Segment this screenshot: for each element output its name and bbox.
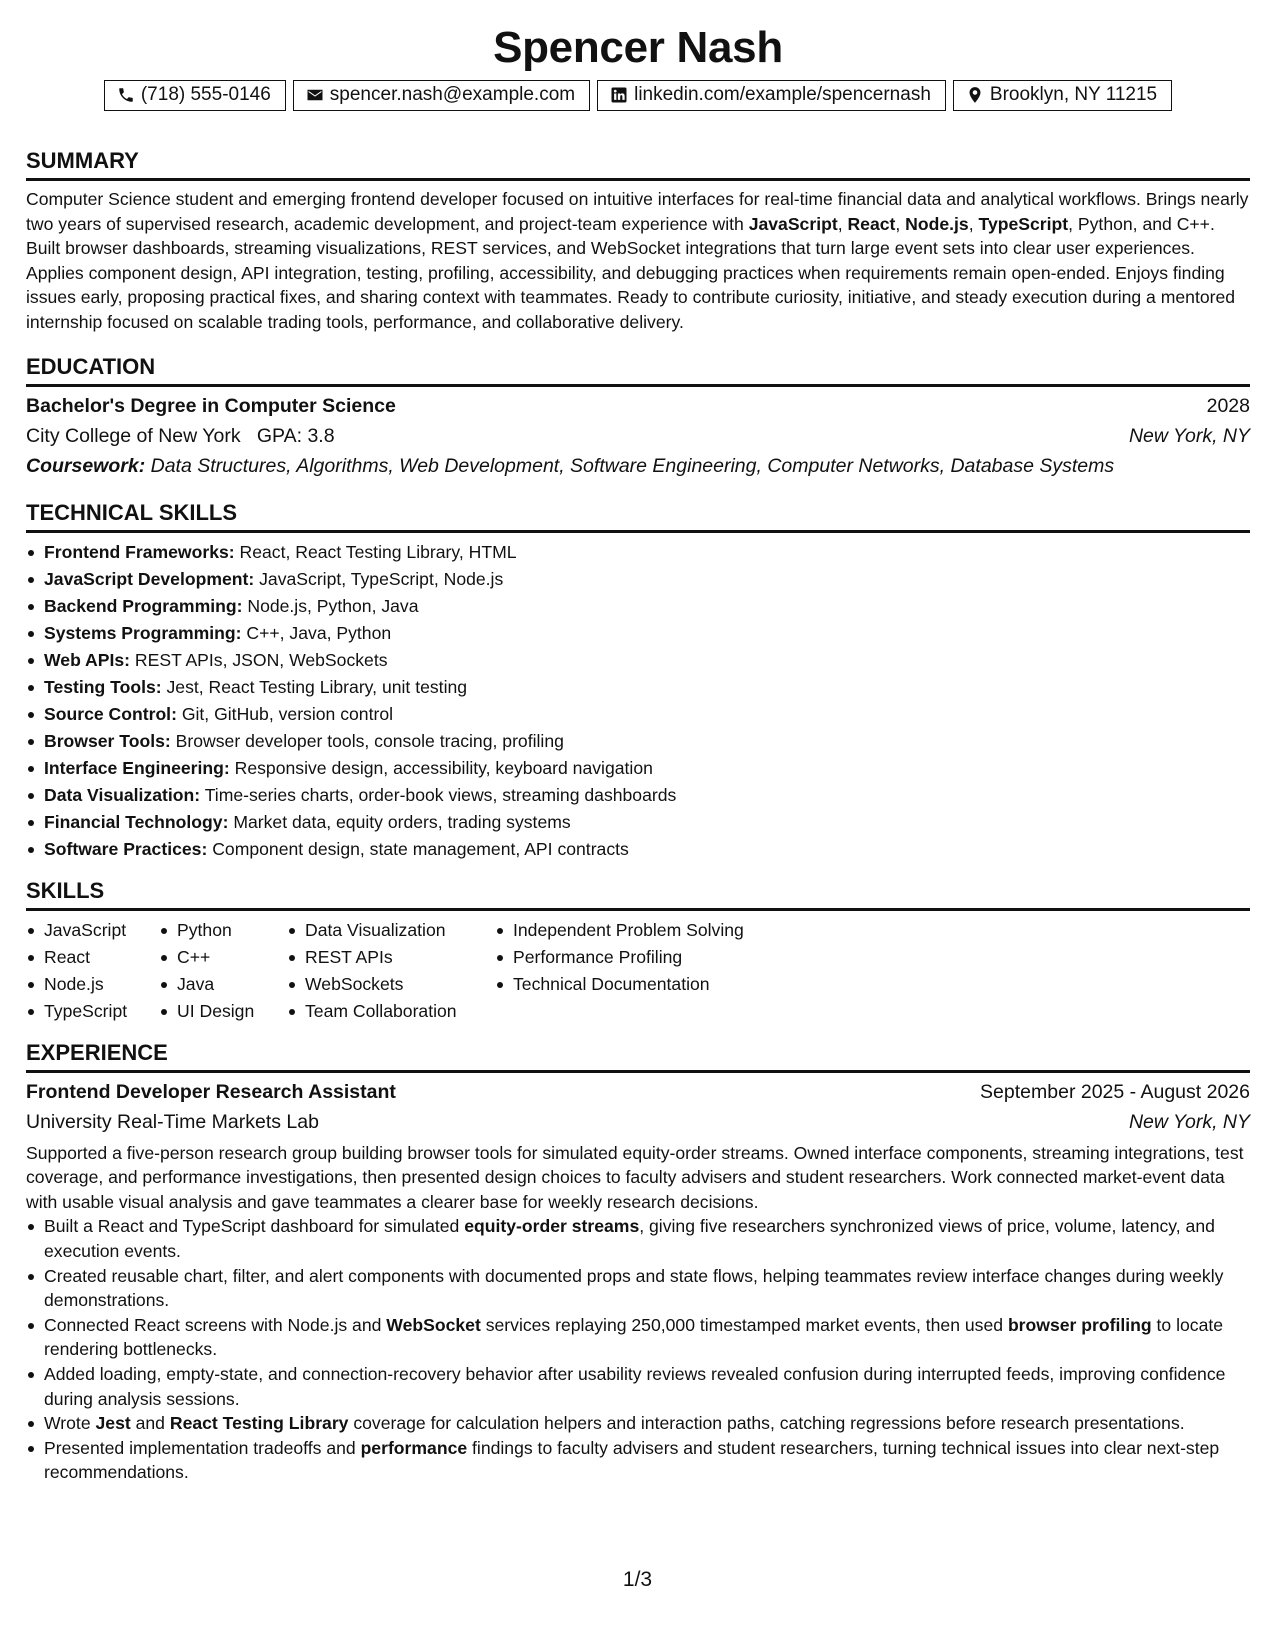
- list-item: Team Collaboration: [305, 998, 495, 1025]
- list-item: Browser Tools: Browser developer tools, console tracing, profiling: [44, 728, 1250, 755]
- list-item: Backend Programming: Node.js, Python, Java: [44, 593, 1250, 620]
- technical-skills-heading: TECHNICAL SKILLS: [26, 499, 1250, 533]
- list-item: Built a React and TypeScript dashboard for simulated equity-order streams, giving five researchers synchronized views of price, volume, latency, and execution events.: [44, 1214, 1250, 1263]
- list-item: Source Control: Git, GitHub, version control: [44, 701, 1250, 728]
- list-item: UI Design: [177, 998, 287, 1025]
- list-item: Created reusable chart, filter, and alert components with documented props and state flows, helping teammates review interface changes during weekly demonstrations.: [44, 1264, 1250, 1313]
- list-item: Data Visualization: [305, 917, 495, 944]
- experience-heading: EXPERIENCE: [26, 1039, 1250, 1073]
- skills-grid: [26, 917, 1250, 1025]
- contact-phone-text: (718) 555-0146: [140, 84, 271, 105]
- experience-org-row: [26, 1107, 1250, 1137]
- job-dates: September 2025 - August 2026: [980, 1080, 1250, 1103]
- job-location: New York, NY: [1128, 1110, 1250, 1133]
- gpa: GPA: 3.8: [256, 424, 335, 447]
- skills-column: [287, 917, 495, 1025]
- list-item: JavaScript: [44, 917, 159, 944]
- skills-column: [495, 917, 793, 1025]
- list-item: Python: [177, 917, 287, 944]
- resume-page: [26, 0, 1250, 1485]
- skills-section: [26, 877, 1250, 1025]
- experience-section: [26, 1039, 1250, 1485]
- candidate-name: Spencer Nash: [493, 23, 783, 72]
- technical-skills-list: [26, 539, 1250, 863]
- education-school-row: [26, 421, 1250, 451]
- experience-bullets: [26, 1214, 1250, 1485]
- contact-bar: [26, 80, 1250, 111]
- list-item: Presented implementation tradeoffs and performance findings to faculty advisers and student researchers, turning technical issues into clear next-step recommendations.: [44, 1436, 1250, 1485]
- summary-section: [26, 147, 1250, 335]
- contact-email-text: spencer.nash@example.com: [329, 84, 576, 105]
- experience-role-row: [26, 1077, 1250, 1107]
- list-item: Wrote Jest and React Testing Library coverage for calculation helpers and interaction paths, catching regressions before research presentations.: [44, 1411, 1250, 1436]
- list-item: Node.js: [44, 971, 159, 998]
- contact-linkedin[interactable]: [597, 80, 946, 111]
- list-item: C++: [177, 944, 287, 971]
- summary-text: Computer Science student and emerging frontend developer focused on intuitive interfaces for real-time financial data and analytical workflows. Brings nearly two years of supervised research, academic development, and project-team experience with JavaScript, React, Node.js, TypeScript, Python, and C++. Built browser dashboards, streaming visualizations, REST services, and WebSocket integrations that turn large event sets into clear user experiences. Applies component design, API integration, testing, profiling, accessibility, and debugging practices when requirements remain open-ended. Enjoys finding issues early, proposing practical fixes, and sharing context with teammates. Ready to contribute curiosity, initiative, and steady execution during a mentored internship focused on scalable trading tools, performance, and collaborative delivery.: [26, 189, 1249, 332]
- contact-location-text: Brooklyn, NY 11215: [989, 84, 1158, 105]
- skills-column: [26, 917, 159, 1025]
- school-name: City College of New York: [26, 424, 241, 447]
- list-item: Software Practices: Component design, state management, API contracts: [44, 836, 1250, 863]
- contact-linkedin-text: linkedin.com/example/spencernash: [634, 84, 931, 105]
- list-item: Performance Profiling: [513, 944, 793, 971]
- linkedin-icon: [610, 86, 628, 104]
- technical-skills-section: [26, 499, 1250, 863]
- list-item: Connected React screens with Node.js and WebSocket services replaying 250,000 timestamped market events, then used browser profiling to locate rendering bottlenecks.: [44, 1313, 1250, 1362]
- list-item: REST APIs: [305, 944, 495, 971]
- graduation-year: 2028: [1206, 394, 1250, 417]
- list-item: Interface Engineering: Responsive design, accessibility, keyboard navigation: [44, 755, 1250, 782]
- education-degree-row: [26, 391, 1250, 421]
- organization: University Real-Time Markets Lab: [26, 1110, 319, 1133]
- list-item: Added loading, empty-state, and connection-recovery behavior after usability reviews revealed confusion during interrupted feeds, improving confidence during analysis sessions.: [44, 1362, 1250, 1411]
- degree-title: Bachelor's Degree in Computer Science: [26, 394, 396, 417]
- map-pin-icon: [966, 86, 984, 104]
- list-item: Financial Technology: Market data, equity orders, trading systems: [44, 809, 1250, 836]
- list-item: TypeScript: [44, 998, 159, 1025]
- phone-icon: [117, 86, 135, 104]
- list-item: Independent Problem Solving: [513, 917, 793, 944]
- list-item: Frontend Frameworks: React, React Testing Library, HTML: [44, 539, 1250, 566]
- skills-column: [159, 917, 287, 1025]
- page-number: 1/3: [622, 1568, 653, 1591]
- job-title: Frontend Developer Research Assistant: [26, 1080, 396, 1103]
- education-section: [26, 353, 1250, 481]
- summary-heading: SUMMARY: [26, 147, 1250, 181]
- contact-email[interactable]: [293, 80, 590, 111]
- school-location: New York, NY: [1128, 424, 1250, 447]
- education-heading: EDUCATION: [26, 353, 1250, 387]
- list-item: JavaScript Development: JavaScript, TypeScript, Node.js: [44, 566, 1250, 593]
- list-item: Testing Tools: Jest, React Testing Library, unit testing: [44, 674, 1250, 701]
- contact-location: [953, 80, 1172, 111]
- list-item: Data Visualization: Time-series charts, order-book views, streaming dashboards: [44, 782, 1250, 809]
- envelope-icon: [306, 86, 324, 104]
- list-item: Web APIs: REST APIs, JSON, WebSockets: [44, 647, 1250, 674]
- list-item: Technical Documentation: [513, 971, 793, 998]
- skills-heading: SKILLS: [26, 877, 1250, 911]
- contact-phone[interactable]: [104, 80, 286, 111]
- list-item: Java: [177, 971, 287, 998]
- list-item: React: [44, 944, 159, 971]
- list-item: Systems Programming: C++, Java, Python: [44, 620, 1250, 647]
- list-item: WebSockets: [305, 971, 495, 998]
- job-description: Supported a five-person research group building browser tools for simulated equity-order streams. Owned interface components, streaming integrations, test coverage, and performance investigations, then presented design choices to faculty advisers and student researchers. Work connected market-event data with usable visual analysis and gave teammates a clearer base for weekly research decisions.: [26, 1142, 1244, 1212]
- coursework: Coursework: Data Structures, Algorithms, Web Development, Software Engineering, Computer Networks, Database Systems: [26, 454, 1115, 477]
